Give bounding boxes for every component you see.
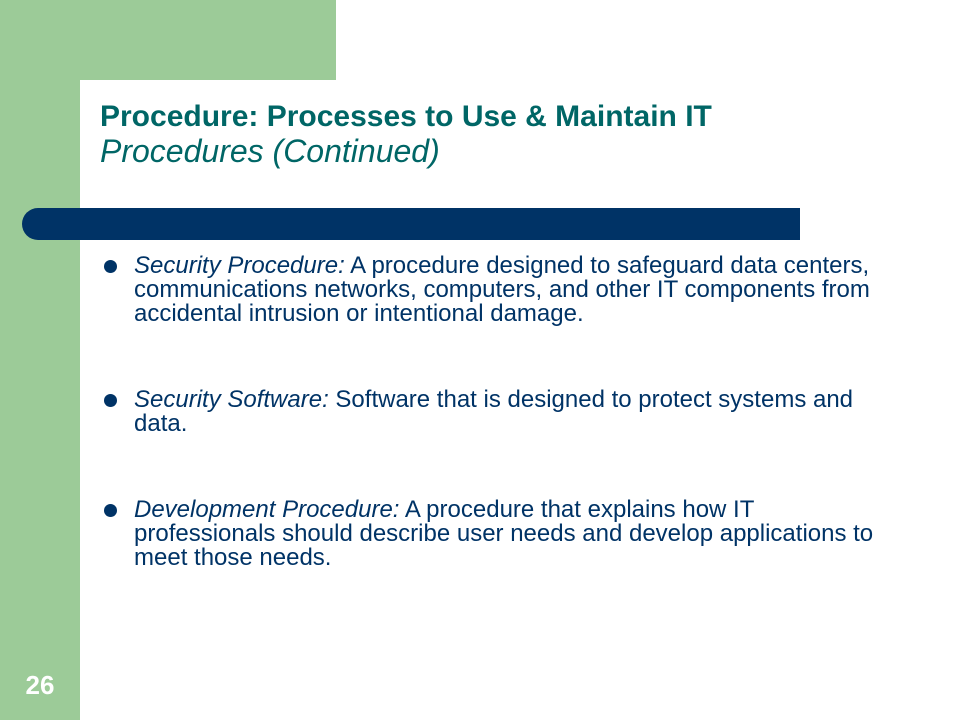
bullet-dot-icon [104, 260, 117, 273]
slide-title-main: Procedure: Processes to Use & Maintain IT [100, 100, 712, 133]
bullet-item-security-procedure [100, 254, 900, 326]
bullet-text: Software that is designed to protect systems and data. [134, 386, 854, 437]
bullet-term: Development Procedure: [134, 496, 400, 523]
slide-number: 26 [25, 670, 55, 700]
left-accent-bar [0, 0, 80, 720]
slide-title-subtitle: Procedures (Continued) [100, 132, 440, 169]
bullet-term: Security Procedure: [134, 252, 345, 279]
bullet-dot-icon [104, 504, 117, 517]
bullet-text: A procedure that explains how IT professionals should describe user needs and develop applications to meet those needs. [134, 496, 874, 571]
bullet-text: A procedure designed to safeguard data centers, communications networks, computers, and other IT components from accidental intrusion or intentional damage. [134, 252, 870, 327]
bullet-item-security-software [100, 388, 900, 436]
top-accent-block [80, 0, 336, 80]
slide-title [100, 100, 920, 169]
bullet-item-development-procedure [100, 498, 900, 570]
bullet-term: Security Software: [134, 386, 329, 413]
bullet-list [100, 254, 900, 570]
title-divider-bar [22, 208, 800, 240]
bullet-dot-icon [104, 394, 117, 407]
